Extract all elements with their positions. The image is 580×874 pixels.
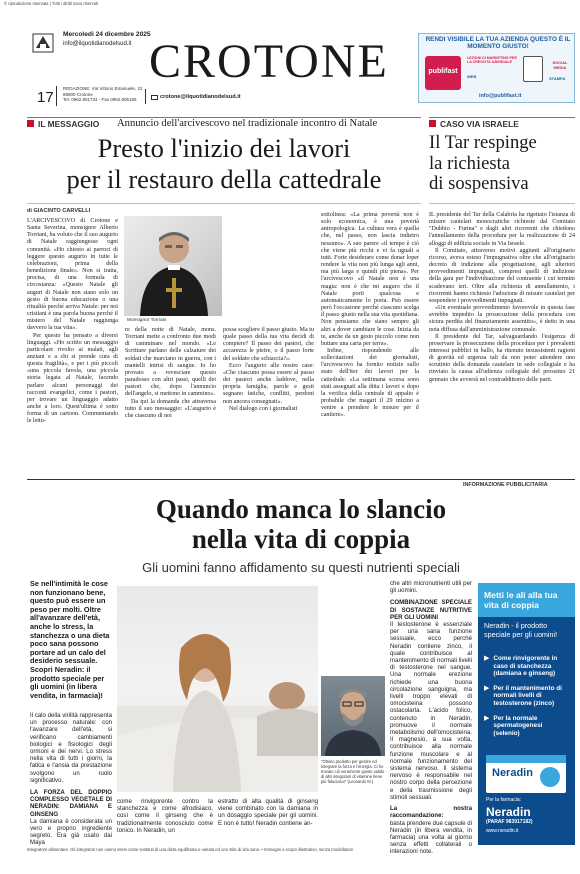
benefit-item: ▶ Per la normale spermatogenesi (selenio) <box>484 713 543 737</box>
benefit-item: ▶ Per il mantenimento di normali livelli di testosterone (zinco) <box>484 683 562 707</box>
main-column-1: L'ARCIVESCOVO di Crotone e Santa Severina, monsignor Alberto Torriani, ha voluto che il suo augurio di Natale raggiungesse ogni comunità. «Ho chiesto ai parroci di leggere questo augurio in tutte le celebrazioni, prima della benedizione finale». Non si tratta, precisa, di una formula di circostanza: «Questo Natale gli auguri di Natale non siano solo un gesto di buona educazione o una ritualità perché arriva Natale: per noi cristiani è una parola buona perché il mistero del Natale raggiunga davvero la tua vita». Per questo ha pensato a diversi linguaggi. «Ho scritto un messaggio particolare rivolto ai malati, agli anziani e a chi si prende cura di questa fragilità», e per i più piccoli «una piccola favola, una piccola storia legata al Natale, facendo parlare alcuni personaggi dei racconti evangelici, come i pastori, per trovare un linguaggio adatto anche a loro. Quest'ultima è sotto forma di un cartoon. Commentando le lettu- <box>27 218 118 425</box>
masthead-email: info@ilquotidianodelsud.it <box>63 41 132 47</box>
benefit-item: ▶ Come rinvigorente in caso di stanchezza (damiana e ginseng) <box>484 654 558 678</box>
testimonial-quote: "Ottimo prodotto per gestire ed integrare la forza e l'energia. Ci ho trovato ciò veramente giusto valido di altri integratori di vitamine bene più fiducioso!" (Leonardo M.) <box>321 759 385 784</box>
main-section-label: IL MESSAGGIO <box>38 119 100 129</box>
badge-stampa: STAMPA <box>549 76 566 81</box>
page-number: 17 <box>37 89 54 106</box>
main-column-2: re della notte di Natale, mons. Torriani mette a confronto due modi di camminare nel mondo. «Le Scritture parlano delle calzature dei soldati che marciano in guerra, con i mantelli intrisi di sangue. Io ho provato a rovesciare questo paradosso con altri passi, quelli dei pastori che, dopo l'annuncio dell'angelo, si mettono in cammino». Da qui la domanda che attraversa tutto il suo messaggio: «L'augurio è che ciascuno di noi <box>125 327 216 419</box>
ad-column-2: come rinvigorente contro la stanchezza e come afrodisiaco, così come il ginseng che è tradizionalmente conosciuto come tonico. In Neradin, un <box>117 798 213 834</box>
badge-web: WEB <box>467 74 477 79</box>
box-benefits <box>484 655 570 744</box>
ad-label: INFORMAZIONE PUBBLICITARIA <box>463 482 548 488</box>
masthead-date: Mercoledì 24 dicembre 2025 <box>63 31 151 38</box>
ad-footnote: Integratore alimentare. Gli integratori non vanno intesi come sostituti di una dieta equilibrata e variata ed uno stile di vita sano. • Immagini a scopo illustrativo, senza modellatore <box>27 847 354 852</box>
main-kicker: Annuncio dell'arcivescovo nel tradizionale incontro di Natale <box>117 118 378 129</box>
side-section-marker-icon <box>429 120 436 127</box>
redazione-info: REDAZIONE: Via Vittorio Emanuele, 22 88900 Crotone Tel. 0962.901734 - Fax 0962.905185 <box>63 86 143 103</box>
section-marker-icon <box>27 120 34 127</box>
main-column-3: possa scegliere il passo giusto. Ma tu quale passo della tua vita decidi di compiere? Il passo dei pastori, che accarezza le pietre, o il passo forte del soldato che schiaccia?». Ecco l'augurio alle nostre case: «Che ciascuno possa essere al passo dei pastori anche laddove, nella propria famiglia, parole e gesti segnano fatiche, conflitti, perdoni non ancora consegnati». Nel dialogo con i giornalisti <box>223 327 314 412</box>
ad-column-1: Il calo della virilità rappresenta un processo naturale: con l'avanzare dell'età, si verificano cambiamenti biologici e fisiologici degli ormoni e dei nervi. Lo stress nella vita di tutti i giorni, la fatica e l'ansia da prestazione svolgono un ruolo significativo. LA FORZA DEL DOPPIO COMPLESSO VEGETALE DI NERADIN: DAMIANA E GINSENG La damiana è considerata un vero e proprio ingrediente segreto. Era già usato dai Maya <box>30 712 112 847</box>
ad-column-4: che altri micronutrienti utili per gli uomini. COMBINAZIONE SPECIALE DI SOSTANZE NUTRITIVE PER GLI UOMINI Il testosterone è essenziale per una sana funzione sessuale, ecco perché Neradin contiene zinco, il quale contribuisce al mantenimento di normali livelli di testosterone nel sangue. Una normale erezione richiede una buona circolazione sanguigna, ma livelli troppo elevati di omocisteina possono ostacolarla. L'acido folico, contenuto in Neradin, promuove il normale metabolismo dell'omocisteina. Il magnesio, a sua volta, contribuisce alla normale funzione muscolare e al normale funzionamento del sistema nervoso. Il sistema nervoso è responsabile nel nostro corpo della percezione e della trasmissione degli stimoli sessuali. La nostra raccomandazione: basta prendere due capsule di Neradin (in libera vendita, in farmacia) una volta al giorno senza effetti collaterali o interazioni note. <box>390 580 472 856</box>
main-column-4: sottolinea: «La prima povertà non è solo economica, è una povertà antropologica. La cultura vera è quella che, nel passo, non lascia indietro nessuno». A suo parere «il tempo è ciò che viene più ricchi e vi fa uguali a tutti. Forte desiderare come donar loper rendere la vita non più lunga agli anni, ma più larga e quindi più piena». Per l'arcivescovo «il Natale non è una magia: non è che mi auguro che il Natale porti qualcosa e automaticamente lo porta. Può essere però l'occasione perché ciascuno scelga il passo giusto nella sua vita quotidiana. Non pensiamo che siano sempre gli altri a dover cambiare le cose. Inizia da te, anche da un gesto piccolo come non buttare una carta per terra». Infine, rispondendo alle sollecitazioni dei giornalisti, l'arcivescovo ha fornito notizie sullo stato dell'iter dei lavori per la cattedrale. «La settimana scorsa sono stati assegnati alla ditta i lavori e dopo la verifica della centrale di appalto è probabile che magari il 29 inizino a venire a prendere le misure per il cantiere». <box>321 212 419 419</box>
box-brand: Neradin <box>486 805 531 819</box>
testimonial-photo <box>321 676 385 756</box>
masthead-title: CROTONE <box>149 35 389 88</box>
publifast-ad[interactable] <box>418 33 575 103</box>
main-headline: Presto l'inizio dei lavori per il restauro della cattedrale <box>66 133 382 194</box>
box-paraf: (PARAF 983917182) <box>486 819 533 825</box>
publifast-device-icon <box>523 56 543 82</box>
package-brand: Neradin <box>492 767 533 779</box>
newspaper-logo-icon <box>33 30 53 54</box>
side-section-label: CASO VIA ISRAELE <box>440 119 519 129</box>
arrow-right-icon: ▶ <box>484 683 490 692</box>
byline: di GIACINTO CARVELLI <box>27 208 91 214</box>
publifast-email[interactable]: info@publifast.it <box>479 93 522 99</box>
box-header: Metti le ali alla tua vita di coppia <box>478 583 575 617</box>
side-headline: Il Tar respinge la richiesta di sospensiva <box>429 132 537 194</box>
badge-social: SOCIAL MEDIA <box>552 60 568 70</box>
box-sub: Neradin - il prodotto speciale per gli uomini! <box>484 621 558 639</box>
box-pharmacy: Per la farmacia: <box>486 797 522 803</box>
photo-caption: Monsignor Torriani <box>127 318 167 323</box>
top-strip: © riproduzione riservata | Tutti i diritti sono riservati <box>4 1 99 6</box>
bishop-photo <box>124 216 222 316</box>
masthead <box>0 0 580 108</box>
box-web[interactable]: www.neradin.it <box>486 828 519 834</box>
ad-subtitle: Gli uomini fanno affidamento su questi nutrienti speciali <box>142 560 460 575</box>
mail-icon <box>151 95 158 100</box>
arrow-right-icon: ▶ <box>484 713 490 722</box>
side-body: IL presidente del Tar della Calabria ha rigettato l'istanza di misure cautelari monocratiche richieste dal Comitato "Dubbio - Furina" e dagli altri ricorrenti che chiedono l'annullamento della procedura per la realizzazione di 24 alloggi di edilizia sociale in Via Israele. Il Comitato, attraverso motivi aggiunti all'originario ricorso, aveva esteso l'impugnativa oltre che all'originario decreto di indizione alla progettazione, agli ulteriori provvedimenti impugnati, compresi quelli di indizione della gara per l'individuazione del contraente i cui termini scadevano ieri. Oltre alla richiesta di annullamento, i ricorrenti hanno richiesto l'adozione di misure cautelari per sospendere i provvedimenti impugnati. «Un eventuale provvedimento favorevole in questa fase avrebbe impedito la prosecuzione della procedura con sicura perdita del finanziamento assentito», è detto in una nota diffusa dall'amministrazione comunale. Il presidente del Tar, salvaguardando l'esigenza di preservare la prosecuzione della procedura per i prevalenti interessi pubblici in ballo, ha ritenuto insussistenti ragioni di gravità ed urgenza tali da non poter attendere uno scrutinio della domanda cautelare in sede collegiale e ha rinviato la causa all'udienza collegiale del prossimo 21 gennaio che avverrà nel contraddittorio delle parti. <box>429 212 575 383</box>
ad-column-3: estratto di alta qualità di ginseng viene combinato con la damiana in un dosaggio speciale per gli uomini. E non è tutto! Neradin contiene an- <box>218 798 318 827</box>
publifast-logo: publifast <box>425 56 461 90</box>
publifast-ad-sub: LEZIONI DI MARKETING PER LA CRESCITA AZIENDALE <box>467 56 517 65</box>
publifast-ad-headline: RENDI VISIBILE LA TUA AZIENDA QUESTO È IL MOMENTO GIUSTO! <box>425 36 571 51</box>
neradin-product-box[interactable] <box>478 583 575 845</box>
ad-headline: Quando manca lo slancio nella vita di coppia <box>155 494 447 554</box>
contact-email[interactable]: crotone@ilquotidianodelsud.it <box>160 94 241 100</box>
couple-photo <box>117 586 318 792</box>
ad-lead: Se nell'intimità le cose non funzionano bene, questo può essere un peso per molti. Oltre all'avanzare dell'età, anche lo stress, la stanchezza o una dieta poco sana possono portare ad un calo del desiderio sessuale. Scopri Neradin: il prodotto speciale per gli uomini (in libera vendita, in farmacia)! <box>30 579 110 700</box>
product-package-image <box>486 755 566 793</box>
arrow-right-icon: ▶ <box>484 654 490 662</box>
